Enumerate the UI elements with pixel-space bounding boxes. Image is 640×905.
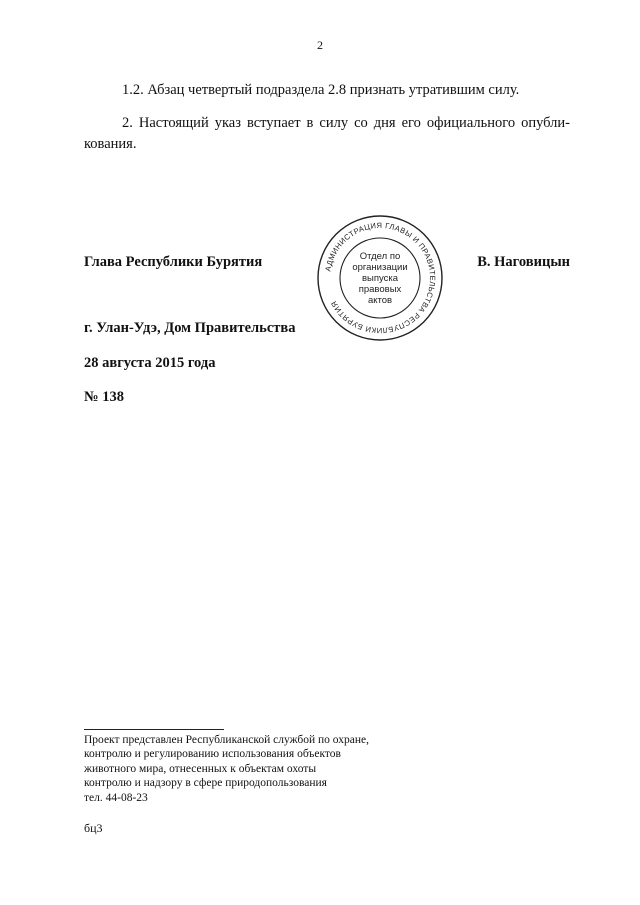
stamp-ring-text: АДМИНИСТРАЦИЯ ГЛАВЫ И ПРАВИТЕЛЬСТВА РЕСПУБЛИКИ БУРЯТИЯ — [323, 220, 438, 336]
stamp-line-5: актов — [367, 295, 393, 306]
document-code: бц3 — [84, 821, 103, 835]
footnote-phone: тел. 44-08-23 — [84, 791, 148, 804]
page-number: 2 — [317, 38, 323, 52]
document-number: № 138 — [84, 389, 124, 405]
place-of-signing: г. Улан-Удэ, Дом Правительства — [84, 320, 296, 336]
footnote-line: животного мира, отнесенных к объектам охоты — [84, 762, 317, 775]
footnote-line: контролю и регулированию использования объектов — [84, 748, 341, 761]
signature-name: В. Наговицын — [477, 254, 570, 270]
footnote-line: контролю и надзору в сфере природопользования — [84, 777, 327, 790]
paragraph-1-2-text: 1.2. Абзац четвертый подраздела 2.8 признать утратившим силу. — [122, 82, 520, 98]
footnote-divider — [84, 729, 224, 730]
stamp-line-4: правовых — [358, 284, 402, 295]
document-date: 28 августа 2015 года — [84, 355, 216, 371]
signature-title: Глава Республики Бурятия — [84, 254, 263, 270]
stamp-line-1: Отдел по — [359, 251, 401, 262]
paragraph-2-text: 2. Настоящий указ вступает в силу со дня его официального опубли-кования. — [84, 115, 570, 152]
footnote — [84, 733, 369, 805]
stamp-line-3: выпуска — [361, 273, 399, 284]
official-stamp — [314, 212, 446, 344]
paragraph-1-2 — [84, 80, 570, 101]
stamp-line-2: организации — [352, 262, 408, 273]
paragraph-2 — [84, 113, 570, 155]
footnote-line: Проект представлен Республиканской службой по охране, — [84, 734, 369, 746]
